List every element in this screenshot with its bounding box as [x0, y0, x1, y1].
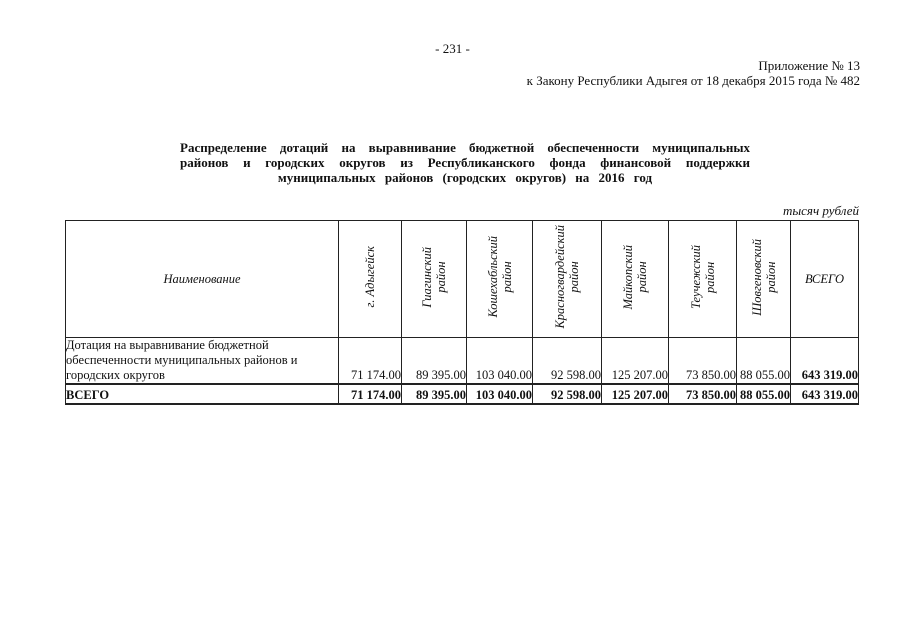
appendix-number: Приложение № 13: [758, 58, 860, 73]
column-header-krasnogvardeysky: Красногвардейский район: [533, 221, 602, 338]
units-label: тысяч рублей: [782, 203, 859, 218]
column-header-adygeysk: г. Адыгейск: [339, 221, 402, 338]
document-title: [180, 140, 750, 185]
table-total-row: [66, 384, 859, 404]
page-number: - 231 -: [435, 41, 470, 56]
total-cell-value: 73 850.00: [669, 384, 737, 404]
total-cell-value: 89 395.00: [402, 384, 467, 404]
cell-value: 88 055.00: [737, 338, 791, 385]
title-line-2: районов и городских округов из Республиканского фонда финансовой поддержки: [180, 155, 750, 170]
cell-value: 71 174.00: [339, 338, 402, 385]
column-header-total: ВСЕГО: [791, 221, 859, 338]
row-label: Дотация на выравнивание бюджетной обеспеченности муниципальных районов и городских округов: [66, 338, 339, 385]
column-header-teuchezhsky: Теучежский район: [669, 221, 737, 338]
cell-value: 73 850.00: [669, 338, 737, 385]
total-cell-value: 88 055.00: [737, 384, 791, 404]
cell-value: 103 040.00: [467, 338, 533, 385]
title-line-3: муниципальных районов (городских округов) на 2016 год: [277, 170, 653, 185]
total-cell-value: 103 040.00: [467, 384, 533, 404]
title-line-1: Распределение дотаций на выравнивание бюджетной обеспеченности муниципальных: [180, 140, 750, 155]
subsidy-table: [65, 220, 859, 405]
total-cell-value: 92 598.00: [533, 384, 602, 404]
column-header-giaginsky: Гиагинский район: [402, 221, 467, 338]
cell-value: 92 598.00: [533, 338, 602, 385]
total-row-label: ВСЕГО: [66, 384, 339, 404]
grand-total: 643 319.00: [791, 384, 859, 404]
appendix-reference: [527, 58, 860, 88]
column-header-maykopsky: Майкопский район: [602, 221, 669, 338]
cell-value: 89 395.00: [402, 338, 467, 385]
table-row: [66, 338, 859, 385]
cell-row-total: 643 319.00: [791, 338, 859, 385]
appendix-law-reference: к Закону Республики Адыгея от 18 декабря 2015 года № 482: [526, 73, 860, 88]
cell-value: 125 207.00: [602, 338, 669, 385]
column-header-name: Наименование: [66, 221, 339, 338]
column-header-shovgenovsky: Шовгеновский район: [737, 221, 791, 338]
column-header-koshekhablsky: Кошехабльский район: [467, 221, 533, 338]
total-cell-value: 71 174.00: [339, 384, 402, 404]
table-header-row: [66, 221, 859, 338]
total-cell-value: 125 207.00: [602, 384, 669, 404]
